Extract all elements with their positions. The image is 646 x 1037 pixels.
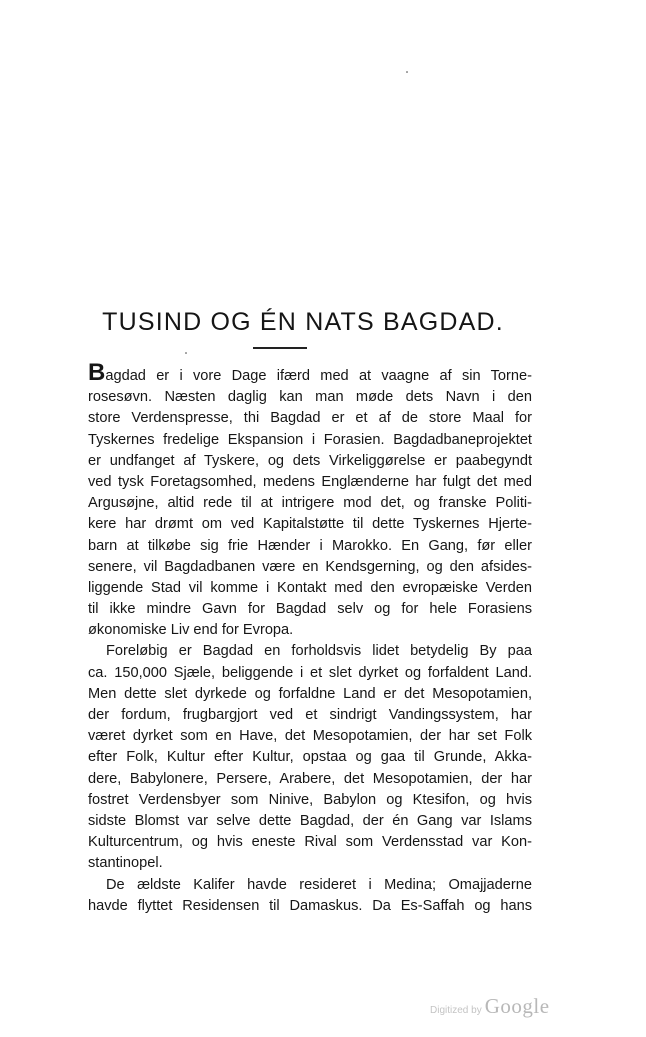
paragraph-1 bbox=[88, 359, 532, 641]
text-line: store Verdenspresse, thi Bagdad er et af de store Maal for bbox=[88, 410, 532, 427]
text-line: sidste Blomst var selve dette Bagdad, der én Gang var Islams bbox=[88, 812, 532, 829]
digitized-label: Digitized by bbox=[430, 1005, 482, 1016]
text-line: rosesøvn. Næsten daglig kan man møde dets Navn i den bbox=[88, 389, 532, 406]
paper-speck bbox=[185, 352, 187, 354]
text-line: havde flyttet Residensen til Damaskus. Da Es-Saffah og hans bbox=[88, 897, 532, 914]
drop-cap: B bbox=[88, 359, 106, 386]
text-line: dere, Babylonere, Persere, Arabere, det Mesopotamien, der har bbox=[88, 770, 532, 787]
google-logo: Google bbox=[484, 994, 550, 1018]
text-line: barn at tilkøbe sig frie Hænder i Marokko. En Gang, før eller bbox=[88, 537, 532, 554]
text-line: der fordum, frugbargjort ved et sindrigt Vandingssystem, har bbox=[88, 707, 532, 723]
text-line: været dyrket som en Have, det Mesopotamien, der har set Folk bbox=[88, 728, 532, 745]
digitized-by-google-watermark bbox=[430, 994, 580, 1024]
text-line: ved tysk Foretagsomhed, medens Englænderne har fulgt det med bbox=[88, 473, 532, 490]
body-text bbox=[88, 359, 532, 917]
text-line: Tyskernes fredelige Ekspansion i Forasien. Bagdadbaneprojektet bbox=[88, 431, 532, 448]
title-rule bbox=[253, 347, 307, 349]
text-line: De ældste Kalifer havde resideret i Medina; Omajjaderne bbox=[106, 876, 532, 893]
text-line: Foreløbig er Bagdad en forholdsvis lidet betydelig By paa bbox=[106, 643, 532, 660]
text-line: er undfanget af Tyskere, og dets Virkeliggørelse er paabegyndt bbox=[88, 452, 532, 469]
text-line: senere, vil Bagdadbanen være en Kendsgerning, og den afsides- bbox=[88, 558, 532, 575]
paragraph-3 bbox=[88, 875, 532, 917]
text-line: Argusøjne, altid rede til at intrigere mod det, og franske Politi- bbox=[88, 495, 532, 512]
text-line: Men dette slet dyrkede og forfaldne Land er det Mesopotamien, bbox=[88, 685, 532, 702]
paper-speck bbox=[406, 71, 408, 73]
text-line: Bagdad er i vore Dage ifærd med at vaagne af sin Torne- bbox=[88, 359, 532, 386]
text-line: kere har drømt om ved Kapitalstøtte til dette Tyskernes Hjerte- bbox=[88, 516, 532, 533]
text-line: til ikke mindre Gavn for Bagdad selv og for hele Forasiens bbox=[88, 601, 532, 618]
chapter-title: TUSIND OG ÉN NATS BAGDAD. bbox=[102, 308, 504, 336]
text-line: Kulturcentrum, og hvis eneste Rival som Verdensstad var Kon- bbox=[88, 834, 532, 851]
text-line: ca. 150,000 Sjæle, beliggende i et slet dyrket og forfaldent Land. bbox=[88, 664, 532, 681]
text-line: økonomiske Liv end for Evropa. bbox=[88, 622, 294, 639]
paragraph-2 bbox=[88, 641, 532, 874]
text-line: efter Folk, Kultur efter Kultur, opstaa og gaa til Grunde, Akka- bbox=[88, 749, 532, 766]
text-line: liggende Stad vil komme i Kontakt med den evropæiske Verden bbox=[88, 579, 532, 596]
text-line: stantinopel. bbox=[88, 855, 163, 872]
text-line: fostret Verdensbyer som Ninive, Babylon og Ktesifon, og hvis bbox=[88, 791, 532, 808]
